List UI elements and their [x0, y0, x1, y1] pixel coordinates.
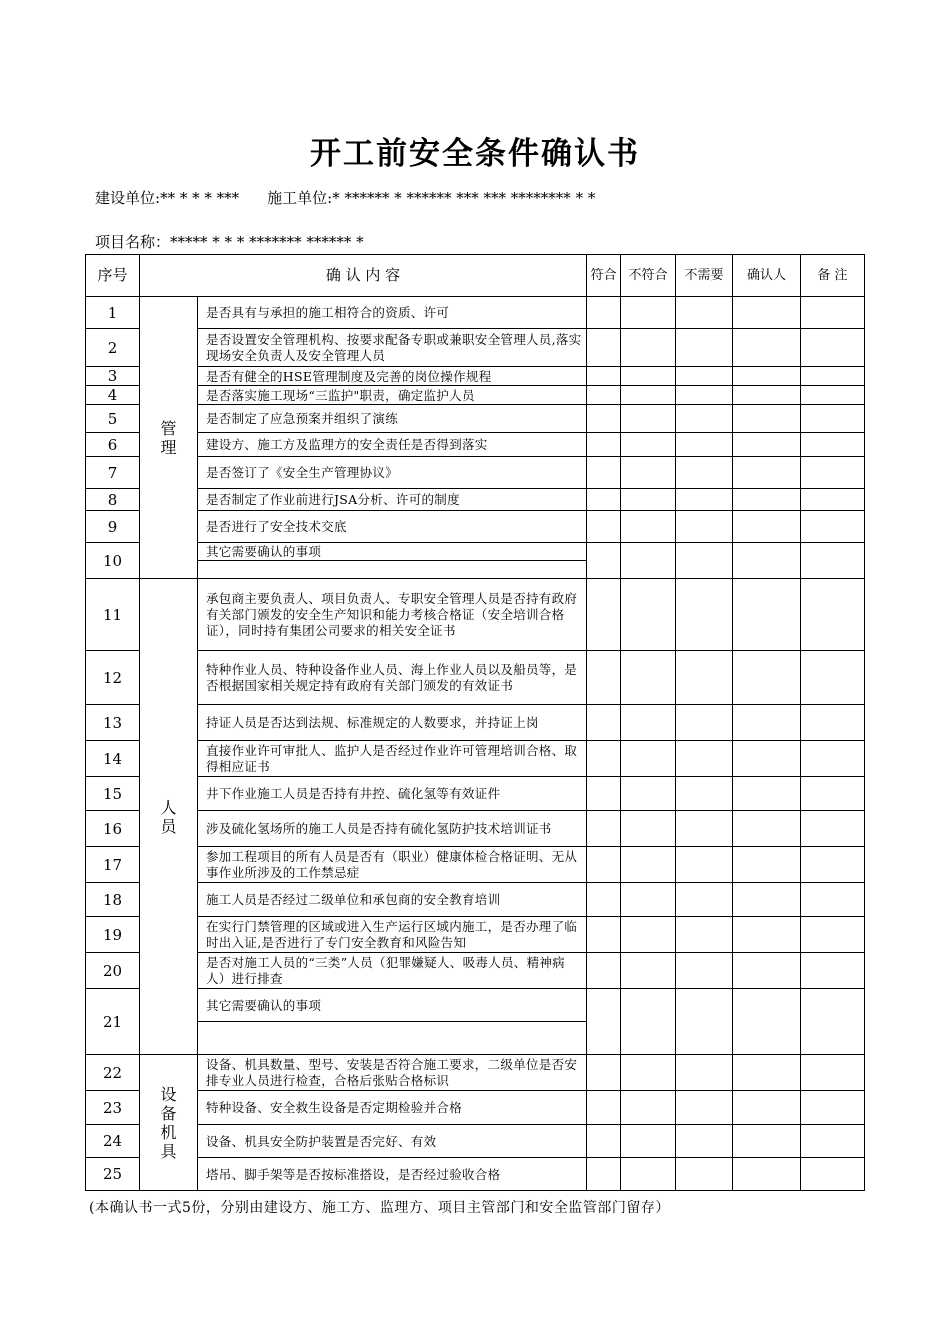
table-row: [86, 883, 865, 917]
row-content: 特种设备、安全救生设备是否定期检验并合格: [198, 1091, 587, 1125]
row-content: 持证人员是否达到法规、标准规定的人数要求，并持证上岗: [198, 705, 587, 741]
header-confirmer: 确认人: [733, 255, 801, 297]
check-cell-nonconform[interactable]: [621, 367, 676, 386]
check-cell-notneeded[interactable]: [676, 883, 733, 917]
check-cell-conform[interactable]: [587, 1055, 621, 1091]
check-cell-conform[interactable]: [587, 989, 621, 1055]
check-cell-notneeded[interactable]: [676, 651, 733, 705]
confirmer-cell[interactable]: [733, 1055, 801, 1091]
row-number: 15: [86, 777, 140, 811]
table-row: [86, 847, 865, 883]
check-cell-notneeded[interactable]: [676, 953, 733, 989]
check-cell-nonconform[interactable]: [621, 883, 676, 917]
check-cell-nonconform[interactable]: [621, 953, 676, 989]
confirmer-cell[interactable]: [733, 989, 801, 1055]
confirmer-cell[interactable]: [733, 457, 801, 489]
category-management: [140, 297, 198, 579]
row-content: 是否签订了《安全生产管理协议》: [198, 457, 587, 489]
table-row: [86, 367, 865, 386]
check-cell-conform[interactable]: [587, 953, 621, 989]
check-cell-nonconform[interactable]: [621, 297, 676, 329]
check-cell-notneeded[interactable]: [676, 777, 733, 811]
row-content: 设备、机具安全防护装置是否完好、有效: [198, 1125, 587, 1158]
check-cell-notneeded[interactable]: [676, 917, 733, 953]
remark-cell[interactable]: [801, 1091, 865, 1125]
table-row: [86, 543, 865, 561]
row-number: 14: [86, 741, 140, 777]
confirmer-cell[interactable]: [733, 386, 801, 405]
category-label: 设备机具: [160, 1084, 177, 1161]
header-remark: 备 注: [801, 255, 865, 297]
owner-label: 建设单位:: [95, 189, 161, 207]
confirmer-cell[interactable]: [733, 1158, 801, 1191]
confirmer-cell[interactable]: [733, 433, 801, 457]
row-number: 23: [86, 1091, 140, 1125]
check-cell-notneeded[interactable]: [676, 367, 733, 386]
remark-cell[interactable]: [801, 953, 865, 989]
check-cell-notneeded[interactable]: [676, 1158, 733, 1191]
remark-cell[interactable]: [801, 511, 865, 543]
check-cell-conform[interactable]: [587, 917, 621, 953]
check-cell-conform[interactable]: [587, 1125, 621, 1158]
confirmer-cell[interactable]: [733, 777, 801, 811]
check-cell-nonconform[interactable]: [621, 811, 676, 847]
check-cell-conform[interactable]: [587, 329, 621, 367]
table-row: [86, 777, 865, 811]
check-cell-notneeded[interactable]: [676, 705, 733, 741]
remark-cell[interactable]: [801, 579, 865, 651]
check-cell-nonconform[interactable]: [621, 989, 676, 1055]
remark-cell[interactable]: [801, 989, 865, 1055]
row-content: 是否对施工人员的“三类”人员（犯罪嫌疑人、吸毒人员、精神病人）进行排查: [198, 953, 587, 989]
unit-info-line: [95, 187, 595, 208]
confirmer-cell[interactable]: [733, 1091, 801, 1125]
confirmer-cell[interactable]: [733, 579, 801, 651]
confirmer-cell[interactable]: [733, 367, 801, 386]
check-cell-conform[interactable]: [587, 1091, 621, 1125]
check-cell-nonconform[interactable]: [621, 1091, 676, 1125]
check-cell-conform[interactable]: [587, 847, 621, 883]
confirmer-cell[interactable]: [733, 847, 801, 883]
check-cell-nonconform[interactable]: [621, 405, 676, 433]
row-content: 参加工程项目的所有人员是否有（职业）健康体检合格证明、无从事作业所涉及的工作禁忌症: [198, 847, 587, 883]
remark-cell[interactable]: [801, 329, 865, 367]
check-cell-conform[interactable]: [587, 297, 621, 329]
check-cell-notneeded[interactable]: [676, 457, 733, 489]
row-number: 2: [86, 329, 140, 367]
row-content: 是否制定了应急预案并组织了演练: [198, 405, 587, 433]
check-cell-nonconform[interactable]: [621, 1055, 676, 1091]
table-row: [86, 433, 865, 457]
check-cell-nonconform[interactable]: [621, 1158, 676, 1191]
remark-cell[interactable]: [801, 1158, 865, 1191]
contractor-value: * ****** * ****** *** *** ******** * *: [332, 189, 596, 207]
confirmer-cell[interactable]: [733, 489, 801, 511]
table-row: [86, 297, 865, 329]
table-row: [86, 405, 865, 433]
check-cell-conform[interactable]: [587, 386, 621, 405]
remark-cell[interactable]: [801, 651, 865, 705]
row-number: 16: [86, 811, 140, 847]
remark-cell[interactable]: [801, 811, 865, 847]
row-number: 21: [86, 989, 140, 1055]
remark-cell[interactable]: [801, 297, 865, 329]
check-cell-notneeded[interactable]: [676, 1055, 733, 1091]
category-personnel: [140, 579, 198, 1055]
check-cell-notneeded[interactable]: [676, 511, 733, 543]
confirmer-cell[interactable]: [733, 741, 801, 777]
table-row: [86, 329, 865, 367]
row-number: 1: [86, 297, 140, 329]
check-cell-conform[interactable]: [587, 651, 621, 705]
confirmer-cell[interactable]: [733, 917, 801, 953]
confirmer-cell[interactable]: [733, 405, 801, 433]
table-row: [86, 386, 865, 405]
row-number: 11: [86, 579, 140, 651]
check-cell-nonconform[interactable]: [621, 329, 676, 367]
project-info-line: [95, 231, 364, 252]
table-row: [86, 1125, 865, 1158]
check-cell-conform[interactable]: [587, 367, 621, 386]
row-content: 施工人员是否经过二级单位和承包商的安全教育培训: [198, 883, 587, 917]
row-content: 直接作业许可审批人、监护人是否经过作业许可管理培训合格、取得相应证书: [198, 741, 587, 777]
check-cell-nonconform[interactable]: [621, 579, 676, 651]
row-number: 4: [86, 386, 140, 405]
document-title: 开工前安全条件确认书: [310, 136, 640, 172]
remark-cell[interactable]: [801, 457, 865, 489]
table-row: [86, 1158, 865, 1191]
table-row: [86, 741, 865, 777]
confirmation-table: [85, 254, 865, 1191]
row-number: 9: [86, 511, 140, 543]
check-cell-conform[interactable]: [587, 883, 621, 917]
check-cell-conform[interactable]: [587, 741, 621, 777]
remark-cell[interactable]: [801, 1055, 865, 1091]
check-cell-notneeded[interactable]: [676, 989, 733, 1055]
confirmer-cell[interactable]: [733, 329, 801, 367]
check-cell-nonconform[interactable]: [621, 705, 676, 741]
check-cell-conform[interactable]: [587, 777, 621, 811]
remark-cell[interactable]: [801, 883, 865, 917]
table-row: [86, 705, 865, 741]
remark-cell[interactable]: [801, 917, 865, 953]
check-cell-conform[interactable]: [587, 457, 621, 489]
remark-cell[interactable]: [801, 367, 865, 386]
check-cell-nonconform[interactable]: [621, 1125, 676, 1158]
check-cell-conform[interactable]: [587, 405, 621, 433]
project-label: 项目名称：: [95, 233, 171, 251]
row-number: 17: [86, 847, 140, 883]
row-number: 20: [86, 953, 140, 989]
check-cell-notneeded[interactable]: [676, 1125, 733, 1158]
table-row: [86, 511, 865, 543]
row-number: 13: [86, 705, 140, 741]
header-content: 确 认 内 容: [140, 255, 587, 297]
confirmer-cell[interactable]: [733, 953, 801, 989]
check-cell-conform[interactable]: [587, 489, 621, 511]
row-number: 7: [86, 457, 140, 489]
check-cell-conform[interactable]: [587, 579, 621, 651]
check-cell-nonconform[interactable]: [621, 651, 676, 705]
check-cell-conform[interactable]: [587, 705, 621, 741]
remark-cell[interactable]: [801, 405, 865, 433]
row-content: 是否落实施工现场“三监护"职责，确定监护人员: [198, 386, 587, 405]
confirmer-cell[interactable]: [733, 651, 801, 705]
check-cell-conform[interactable]: [587, 1158, 621, 1191]
row-number: 18: [86, 883, 140, 917]
row-number: 10: [86, 543, 140, 579]
check-cell-nonconform[interactable]: [621, 457, 676, 489]
header-nonconform: 不符合: [621, 255, 676, 297]
row-number: 3: [86, 367, 140, 386]
check-cell-conform[interactable]: [587, 811, 621, 847]
check-cell-nonconform[interactable]: [621, 489, 676, 511]
confirmer-cell[interactable]: [733, 543, 801, 579]
check-cell-conform[interactable]: [587, 433, 621, 457]
category-equipment: [140, 1055, 198, 1191]
row-content: 承包商主要负责人、项目负责人、专职安全管理人员是否持有政府有关部门颁发的安全生产知识和能力考核合格证（安全培训合格证），同时持有集团公司要求的相关安全证书: [198, 579, 587, 651]
row-content: 在实行门禁管理的区域或进入生产运行区域内施工，是否办理了临时出入证,是否进行了专门安全教育和风险告知: [198, 917, 587, 953]
check-cell-notneeded[interactable]: [676, 543, 733, 579]
check-cell-notneeded[interactable]: [676, 741, 733, 777]
table-row: [86, 1091, 865, 1125]
check-cell-notneeded[interactable]: [676, 847, 733, 883]
check-cell-notneeded[interactable]: [676, 579, 733, 651]
check-cell-nonconform[interactable]: [621, 847, 676, 883]
row-content: 特种作业人员、特种设备作业人员、海上作业人员以及船员等，是否根据国家相关规定持有政府有关部门颁发的有效证书: [198, 651, 587, 705]
check-cell-notneeded[interactable]: [676, 297, 733, 329]
row-number: 12: [86, 651, 140, 705]
remark-cell[interactable]: [801, 777, 865, 811]
owner-value: ** * * * ***: [160, 189, 240, 207]
check-cell-notneeded[interactable]: [676, 433, 733, 457]
confirmer-cell[interactable]: [733, 1125, 801, 1158]
check-cell-conform[interactable]: [587, 543, 621, 579]
row-content: 建设方、施工方及监理方的安全责任是否得到落实: [198, 433, 587, 457]
confirmer-cell[interactable]: [733, 511, 801, 543]
check-cell-nonconform[interactable]: [621, 511, 676, 543]
check-cell-notneeded[interactable]: [676, 811, 733, 847]
remark-cell[interactable]: [801, 741, 865, 777]
row-content: 其它需要确认的事项: [198, 543, 587, 561]
table-row: [86, 489, 865, 511]
row-content-blank[interactable]: [198, 561, 587, 579]
check-cell-nonconform[interactable]: [621, 741, 676, 777]
check-cell-notneeded[interactable]: [676, 405, 733, 433]
row-content: 是否设置安全管理机构、按要求配备专职或兼职安全管理人员,落实现场安全负责人及安全管理人员: [198, 329, 587, 367]
table-row: [86, 579, 865, 651]
category-label: 管理: [160, 418, 177, 457]
check-cell-nonconform[interactable]: [621, 433, 676, 457]
row-number: 6: [86, 433, 140, 457]
row-number: 5: [86, 405, 140, 433]
row-number: 24: [86, 1125, 140, 1158]
check-cell-notneeded[interactable]: [676, 329, 733, 367]
header-conform: 符合: [587, 255, 621, 297]
check-cell-notneeded[interactable]: [676, 489, 733, 511]
confirmer-cell[interactable]: [733, 297, 801, 329]
remark-cell[interactable]: [801, 386, 865, 405]
remark-cell[interactable]: [801, 489, 865, 511]
table-row: [86, 811, 865, 847]
row-content: 设备、机具数量、型号、安装是否符合施工要求，二级单位是否安排专业人员进行检查，合格后张贴合格标识: [198, 1055, 587, 1091]
category-label: 人员: [160, 797, 177, 836]
row-content: 是否有健全的HSE管理制度及完善的岗位操作规程: [198, 367, 587, 386]
contractor-label: 施工单位:: [267, 189, 333, 207]
check-cell-nonconform[interactable]: [621, 386, 676, 405]
row-content: 是否具有与承担的施工相符合的资质、许可: [198, 297, 587, 329]
row-number: 8: [86, 489, 140, 511]
confirmer-cell[interactable]: [733, 811, 801, 847]
header-seq: 序号: [86, 255, 140, 297]
check-cell-notneeded[interactable]: [676, 1091, 733, 1125]
header-row: [86, 255, 865, 297]
table-row: [86, 1055, 865, 1091]
project-value: ***** * * * ******* ****** *: [170, 233, 364, 251]
table-row: [86, 457, 865, 489]
remark-cell[interactable]: [801, 543, 865, 579]
check-cell-notneeded[interactable]: [676, 386, 733, 405]
confirmer-cell[interactable]: [733, 705, 801, 741]
row-number: 19: [86, 917, 140, 953]
footer-note: (本确认书一式5份，分别由建设方、施工方、监理方、项目主管部门和安全监管部门留存）: [89, 1200, 670, 1216]
table-row: [86, 989, 865, 1022]
check-cell-nonconform[interactable]: [621, 543, 676, 579]
table-row: [86, 917, 865, 953]
row-content: 塔吊、脚手架等是否按标准搭设，是否经过验收合格: [198, 1158, 587, 1191]
table-row: [86, 953, 865, 989]
check-cell-conform[interactable]: [587, 511, 621, 543]
remark-cell[interactable]: [801, 1125, 865, 1158]
row-content: 其它需要确认的事项: [198, 989, 587, 1022]
confirmer-cell[interactable]: [733, 883, 801, 917]
check-cell-nonconform[interactable]: [621, 917, 676, 953]
row-number: 22: [86, 1055, 140, 1091]
remark-cell[interactable]: [801, 705, 865, 741]
remark-cell[interactable]: [801, 847, 865, 883]
check-cell-nonconform[interactable]: [621, 777, 676, 811]
row-content: 井下作业施工人员是否持有井控、硫化氢等有效证件: [198, 777, 587, 811]
row-content: 是否制定了作业前进行JSA分析、许可的制度: [198, 489, 587, 511]
row-number: 25: [86, 1158, 140, 1191]
row-content: 是否进行了安全技术交底: [198, 511, 587, 543]
table-row: [86, 651, 865, 705]
header-notneeded: 不需要: [676, 255, 733, 297]
remark-cell[interactable]: [801, 433, 865, 457]
row-content-blank[interactable]: [198, 1022, 587, 1055]
row-content: 涉及硫化氢场所的施工人员是否持有硫化氢防护技术培训证书: [198, 811, 587, 847]
